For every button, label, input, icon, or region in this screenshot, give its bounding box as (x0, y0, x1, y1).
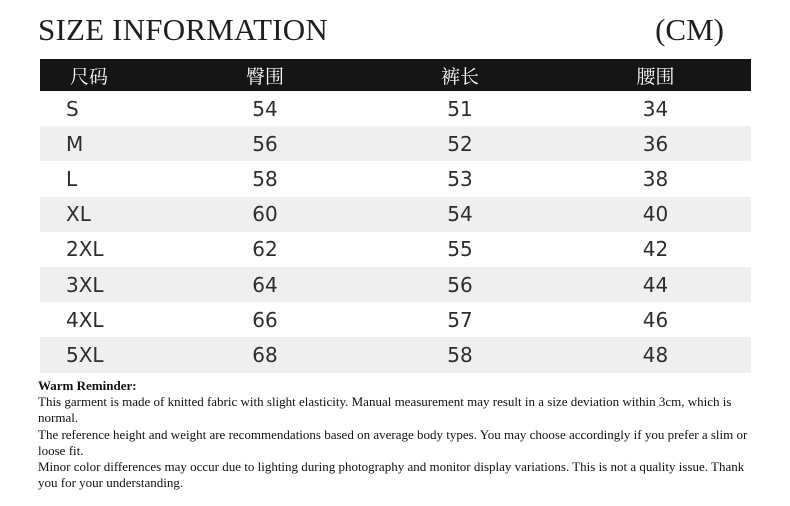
table-header-row (40, 59, 751, 91)
waist-cell: 48 (642, 342, 669, 367)
length-cell: 58 (447, 342, 473, 367)
table-row (40, 161, 751, 196)
hip-cell: 64 (252, 272, 278, 297)
table-row (40, 267, 751, 302)
reminder-heading: Warm Reminder: (38, 378, 137, 393)
table-row (40, 302, 751, 337)
waist-cell: 42 (642, 237, 669, 262)
waist-cell: 38 (642, 166, 669, 191)
hip-cell: 62 (252, 237, 278, 262)
waist-cell: 34 (642, 96, 669, 121)
header-size: 尺码 (70, 65, 109, 88)
size-cell: XL (66, 202, 91, 227)
hip-cell: 58 (252, 166, 278, 191)
table-row (40, 337, 751, 372)
header-hip: 臀围 (245, 65, 284, 88)
length-cell: 51 (447, 96, 473, 121)
hip-cell: 68 (252, 342, 278, 367)
table-row (40, 91, 751, 126)
reminder-line: Minor color differences may occur due to lighting during photography and monitor display variations. This is not a quality issue. Thank you for your understanding. (38, 459, 745, 491)
length-cell: 52 (447, 131, 473, 156)
length-cell: 57 (447, 307, 473, 332)
size-cell: 3XL (66, 272, 104, 297)
table-row (40, 232, 751, 267)
length-cell: 55 (447, 237, 473, 262)
size-cell: S (66, 96, 79, 121)
waist-cell: 46 (642, 307, 669, 332)
header-length: 裤长 (440, 65, 479, 88)
length-cell: 56 (447, 272, 473, 297)
size-cell: 2XL (66, 237, 104, 262)
warm-reminder (38, 378, 758, 491)
length-cell: 53 (447, 166, 473, 191)
size-cell: 4XL (66, 307, 104, 332)
size-table (40, 59, 751, 373)
waist-cell: 44 (642, 272, 669, 297)
reminder-line: The reference height and weight are recommendations based on average body types. You may choose accordingly if you prefer a slim or loose fit. (38, 426, 748, 458)
hip-cell: 56 (252, 131, 278, 156)
waist-cell: 40 (642, 202, 669, 227)
size-cell: M (66, 131, 84, 156)
size-cell: 5XL (66, 342, 104, 367)
header-waist: 腰围 (636, 65, 675, 88)
reminder-line: This garment is made of knitted fabric with slight elasticity. Manual measurement may result in a size deviation within 3cm, which is normal. (38, 394, 732, 426)
waist-cell: 36 (642, 131, 669, 156)
table-row (40, 197, 751, 232)
length-cell: 54 (447, 202, 473, 227)
hip-cell: 60 (252, 202, 278, 227)
hip-cell: 66 (252, 307, 278, 332)
page-title: SIZE INFORMATION (38, 12, 328, 47)
size-cell: L (66, 166, 78, 191)
unit-label: (CM) (655, 12, 724, 47)
table-row (40, 126, 751, 161)
hip-cell: 54 (252, 96, 278, 121)
